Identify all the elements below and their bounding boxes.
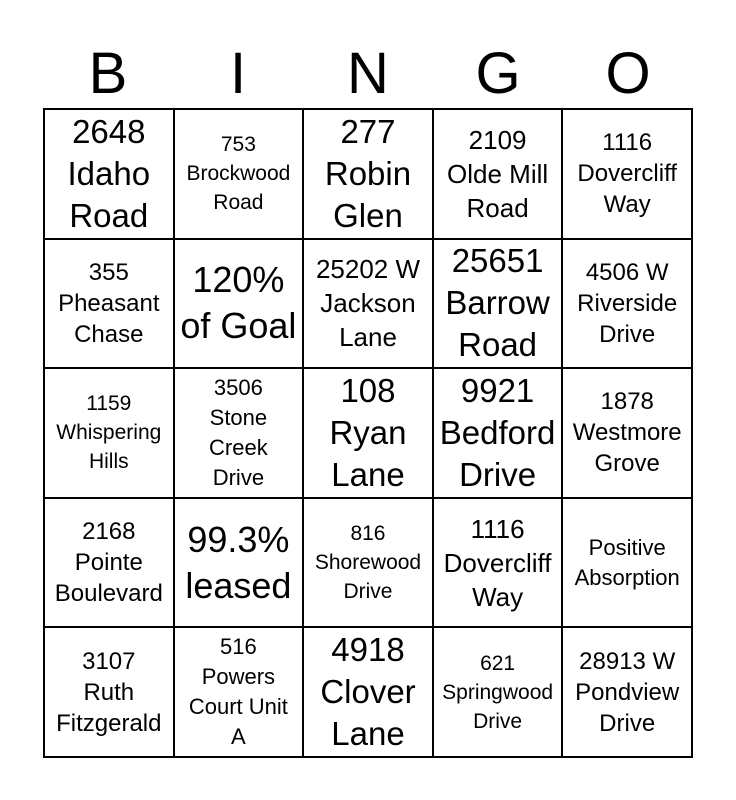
cell-text: 4506 W Riverside Drive: [577, 258, 678, 348]
bingo-cell[interactable]: [433, 109, 563, 239]
header-letter-i: I: [229, 41, 247, 106]
cell-text: 753 Brockwood Road: [186, 133, 291, 215]
bingo-cell[interactable]: [44, 239, 174, 369]
bingo-header: [43, 40, 693, 108]
cell-text: 2648 Idaho Road: [67, 112, 151, 234]
bingo-cell[interactable]: [44, 498, 174, 628]
cell-text: 108 Ryan Lane: [329, 371, 407, 493]
cell-text: 28913 W Pondview Drive: [575, 647, 680, 737]
cell-text: 1116 Dovercliff Way: [443, 513, 552, 612]
bingo-cell[interactable]: [433, 627, 563, 757]
bingo-cell[interactable]: [303, 368, 433, 498]
bingo-cell[interactable]: [562, 239, 692, 369]
cell-text: 277 Robin Glen: [324, 112, 412, 234]
bingo-cell[interactable]: [562, 368, 692, 498]
header-letter-o: O: [605, 41, 651, 106]
cell-text: 9921 Bedford Drive: [439, 371, 556, 493]
cell-text: 516 Powers Court Unit A: [188, 634, 288, 750]
cell-text: 816 Shorewood Drive: [314, 522, 422, 604]
bingo-card-grid: [43, 108, 693, 758]
cell-text: 99.3% leased: [185, 518, 292, 606]
bingo-cell[interactable]: [174, 368, 304, 498]
bingo-cell[interactable]: [44, 368, 174, 498]
bingo-cell[interactable]: [562, 627, 692, 757]
bingo-cell[interactable]: [303, 627, 433, 757]
cell-text: 4918 Clover Lane: [320, 631, 416, 753]
bingo-cell[interactable]: [174, 109, 304, 239]
cell-text: 2168 Pointe Boulevard: [54, 518, 163, 608]
bingo-cell[interactable]: [174, 498, 304, 628]
bingo-cell[interactable]: [303, 109, 433, 239]
cell-text: 120% of Goal: [180, 259, 297, 347]
cell-text: 1116 Dovercliff Way: [577, 129, 677, 219]
cell-text: 3107 Ruth Fitzgerald: [56, 647, 162, 737]
bingo-cell[interactable]: [562, 109, 692, 239]
bingo-cell[interactable]: [562, 498, 692, 628]
header-letter-n: N: [347, 41, 389, 106]
bingo-cell[interactable]: [44, 627, 174, 757]
cell-text: 2109 Olde Mill Road: [447, 124, 549, 223]
cell-text: 621 Springwood Drive: [442, 651, 554, 733]
cell-text: 25202 W Jackson Lane: [315, 254, 421, 353]
bingo-cell[interactable]: [303, 498, 433, 628]
cell-text: 3506 Stone Creek Drive: [209, 374, 268, 490]
bingo-cell[interactable]: [174, 239, 304, 369]
bingo-cell[interactable]: [433, 498, 563, 628]
cell-text: 1878 Westmore Grove: [572, 388, 682, 478]
bingo-cell[interactable]: [433, 368, 563, 498]
bingo-cell[interactable]: [44, 109, 174, 239]
header-letter-b: B: [88, 41, 128, 106]
cell-text: Positive Absorption: [574, 534, 680, 590]
cell-text: 1159 Whispering Hills: [56, 392, 162, 474]
bingo-cell[interactable]: [174, 627, 304, 757]
bingo-cell[interactable]: [433, 239, 563, 369]
cell-text: 25651 Barrow Road: [445, 242, 550, 364]
bingo-cell[interactable]: [303, 239, 433, 369]
cell-text: 355 Pheasant Chase: [58, 258, 160, 348]
header-letter-g: G: [475, 41, 521, 106]
